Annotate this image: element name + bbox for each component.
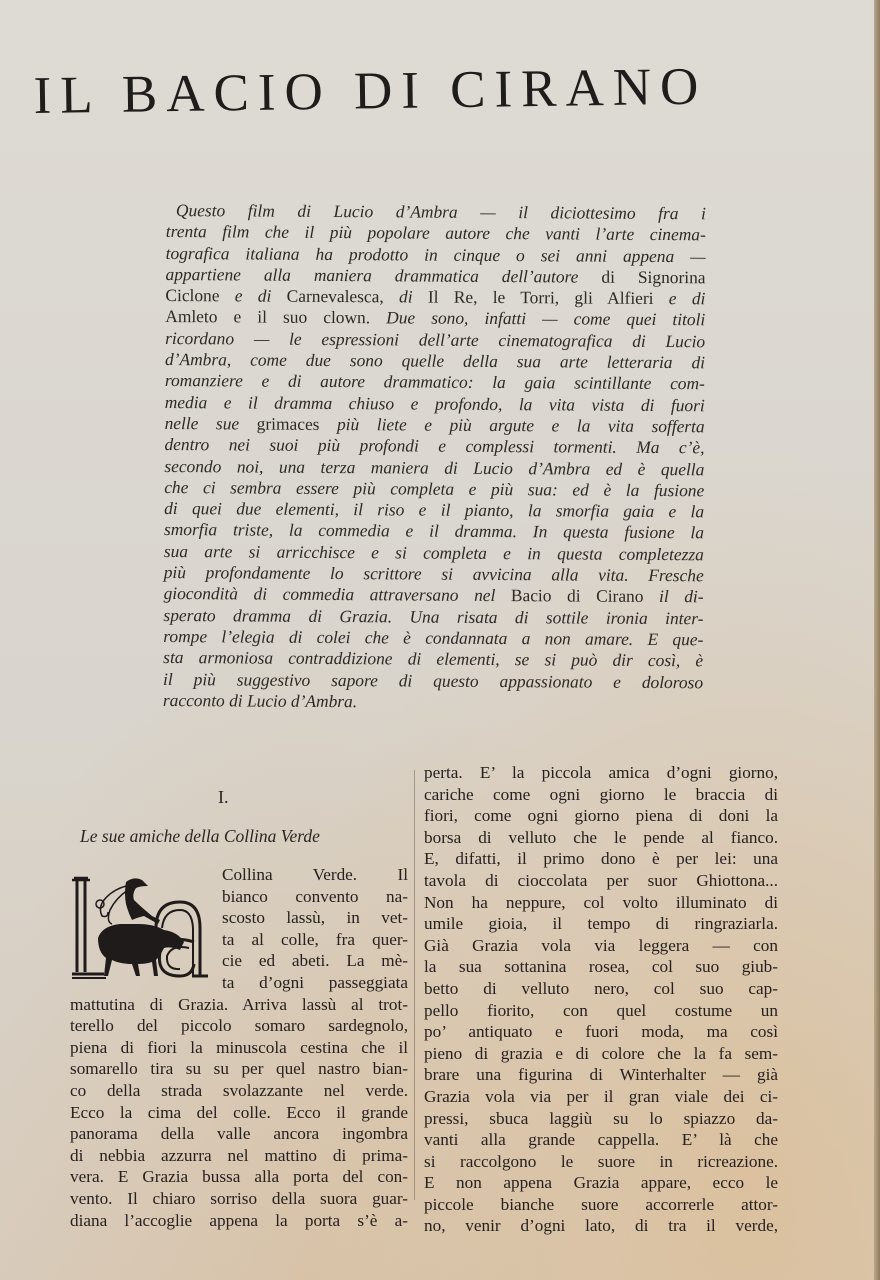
intro-line: d’Ambra, come due sono quelle della sua arte letteraria di: [164, 349, 706, 373]
intro-line: smorfia triste, la commedia e il dramma. In questa fusione la: [163, 519, 705, 543]
intro-line: racconto di Lucio d’Ambra.: [162, 689, 358, 712]
intro-line: Ciclone e di Carnevalesca, di Il Re, le Torri, gli Alfieri e di: [165, 285, 706, 309]
body-line: pello fiorito, con quel costume un: [424, 1000, 778, 1020]
body-line: somarello tira su su per quel nastro bian-: [70, 1059, 408, 1079]
body-line: pressi, sbuca laggiù su lo spiazzo da-: [424, 1108, 778, 1128]
chapter-number: I.: [218, 787, 229, 807]
left-column: [70, 864, 408, 1231]
body-line: tavola di cioccolata per suor Ghiottona...: [424, 870, 778, 890]
body-line: vera. E Grazia bussa alla porta del con-: [70, 1167, 408, 1187]
film-title: Bacio di Cirano: [510, 585, 644, 607]
body-line: umile gioia, il tempo di ringraziarla.: [424, 914, 778, 934]
intro-line: sta armoniosa contraddizione di elementi, se si può dir così, è: [163, 647, 704, 671]
body-line: Già Grazia vola via leggera — con: [424, 935, 778, 955]
intro-line: Amleto e il suo clown. Due sono, infatti — come quei titoli: [165, 306, 706, 330]
column-divider: [414, 770, 415, 1200]
body-line: di nebbia azzurra nel mattino di prima-: [70, 1145, 408, 1165]
intro-line: nelle sue grimaces più liete e più argute e la vita sofferta: [164, 412, 705, 437]
intro-line: sperato dramma di Grazia. Una risata di sottile ironia inter-: [163, 604, 704, 628]
intro-line: sua arte si arricchisce e si completa e in questa completezza: [163, 540, 704, 565]
intro-line: di quei due elementi, il riso e il pianto, la smorfia gaia e la: [164, 498, 705, 522]
body-line: Collina Verde. Il: [222, 865, 408, 884]
intro-line: romanziere e di autore drammatico: la gaia scintillante com-: [164, 370, 705, 394]
page-edge: [874, 0, 880, 1280]
body-line: Ecco la cima del colle. Ecco il grande: [70, 1102, 408, 1122]
intro-line: appartiene alla maniera drammatica dell’autore di Signorina: [165, 263, 706, 288]
body-line: brare una figurina di Winterhalter — già: [424, 1065, 778, 1085]
body-line: diana l’accoglie appena la porta s’è a-: [70, 1210, 408, 1230]
body-line: ta d’ogni passeggiata: [222, 972, 408, 992]
body-line: no, venir d’ogni lato, di tra il verde,: [424, 1216, 778, 1236]
body-line: perta. E’ la piccola amica d’ogni giorno,: [424, 763, 778, 782]
body-line: Grazia vola via per il gran viale dei ci-: [424, 1086, 778, 1106]
body-line: scosto lassù, in vet-: [222, 908, 408, 928]
film-title: Amleto e il suo clown.: [165, 306, 371, 328]
film-title: Ciclone: [165, 285, 220, 306]
body-line: Non ha neppure, col volto illuminato di: [424, 892, 778, 912]
body-line: cariche come ogni giorno le braccia di: [424, 784, 778, 804]
intro-line: media e il dramma chiuso e profondo, la vita vista di fuori: [164, 391, 705, 415]
intro-line: ricordano — le espressioni dell’arte cinematografica di Lucio: [165, 327, 706, 352]
intro-line: che ci sembra essere più completa e più sua: ed è la fusione: [164, 476, 705, 501]
body-line: ta al colle, fra quer-: [222, 929, 408, 949]
body-line: betto di velluto nero, col suo cap-: [424, 978, 778, 998]
body-line: po’ antiquato e fuori moda, ma così: [424, 1022, 778, 1042]
body-line: vanti alla grande cappella. E’ là che: [424, 1130, 778, 1150]
body-line: piena di fiori la minuscola cestina che il: [70, 1037, 408, 1057]
body-line: bianco convento na-: [222, 886, 408, 906]
film-title: Carnevalesca,: [286, 285, 384, 307]
intro-line: secondo noi, una terza maniera di Lucio d’Ambra ed è quella: [164, 455, 705, 479]
body-line: co della strada svolazzante nel verde.: [70, 1080, 408, 1100]
body-line: vento. Il chiaro sorriso della suora guar-: [70, 1188, 408, 1208]
intro-paragraph: [163, 200, 706, 714]
article-title: IL BACIO DI CIRANO: [33, 57, 708, 126]
body-line: pieno di grazia e di colore che la fa sem-: [424, 1043, 778, 1063]
chapter-title: Le sue amiche della Collina Verde: [80, 826, 320, 846]
intro-line: più profondamente lo scrittore si avvicina alla vita. Fresche: [163, 562, 704, 586]
intro-line: trenta film che il più popolare autore che vanti l’arte cinema-: [165, 221, 706, 245]
body-line: fiori, come ogni giorno piena di doni la: [424, 806, 778, 826]
body-line: E non appena Grazia appare, ecco le: [424, 1173, 778, 1193]
body-line: borsa di velluto che le pende al fianco.: [424, 827, 778, 847]
body-line: terello del piccolo somaro sardegnolo,: [70, 1016, 408, 1036]
body-line: mattutina di Grazia. Arriva lassù al trot-: [70, 994, 408, 1014]
intro-line: Questo film di Lucio d’Ambra — il diciottesimo fra i: [175, 200, 706, 224]
right-column: [424, 762, 778, 1237]
body-line: cie ed abeti. La mè-: [222, 951, 408, 971]
body-line: panorama della valle ancora ingombra: [70, 1124, 408, 1144]
body-line: la sua sottanina rosea, col suo giub-: [424, 957, 778, 977]
intro-line: il più suggestivo sapore di questo appassionato e doloroso: [163, 668, 704, 692]
intro-line: rompe l’elegia di colei che è condannata a non amare. E que-: [163, 625, 704, 650]
intro-line: dentro nei suoi più profondi e complessi tormenti. Ma c’è,: [164, 434, 705, 458]
body-line: E, difatti, il primo dono è per lei: una: [424, 849, 778, 869]
body-line: piccole bianche suore accorrerle attor-: [424, 1194, 778, 1214]
intro-line: tografica italiana ha prodotto in cinque o sei anni appena —: [165, 242, 706, 266]
film-title: di Signorina: [601, 266, 706, 288]
body-line: si raccolgono le suore in ricreazione.: [424, 1151, 778, 1171]
intro-line: giocondità di commedia attraversano nel Bacio di Cirano il di-: [163, 583, 704, 607]
film-title: Il Re, le Torri, gli Alfieri: [427, 286, 654, 309]
